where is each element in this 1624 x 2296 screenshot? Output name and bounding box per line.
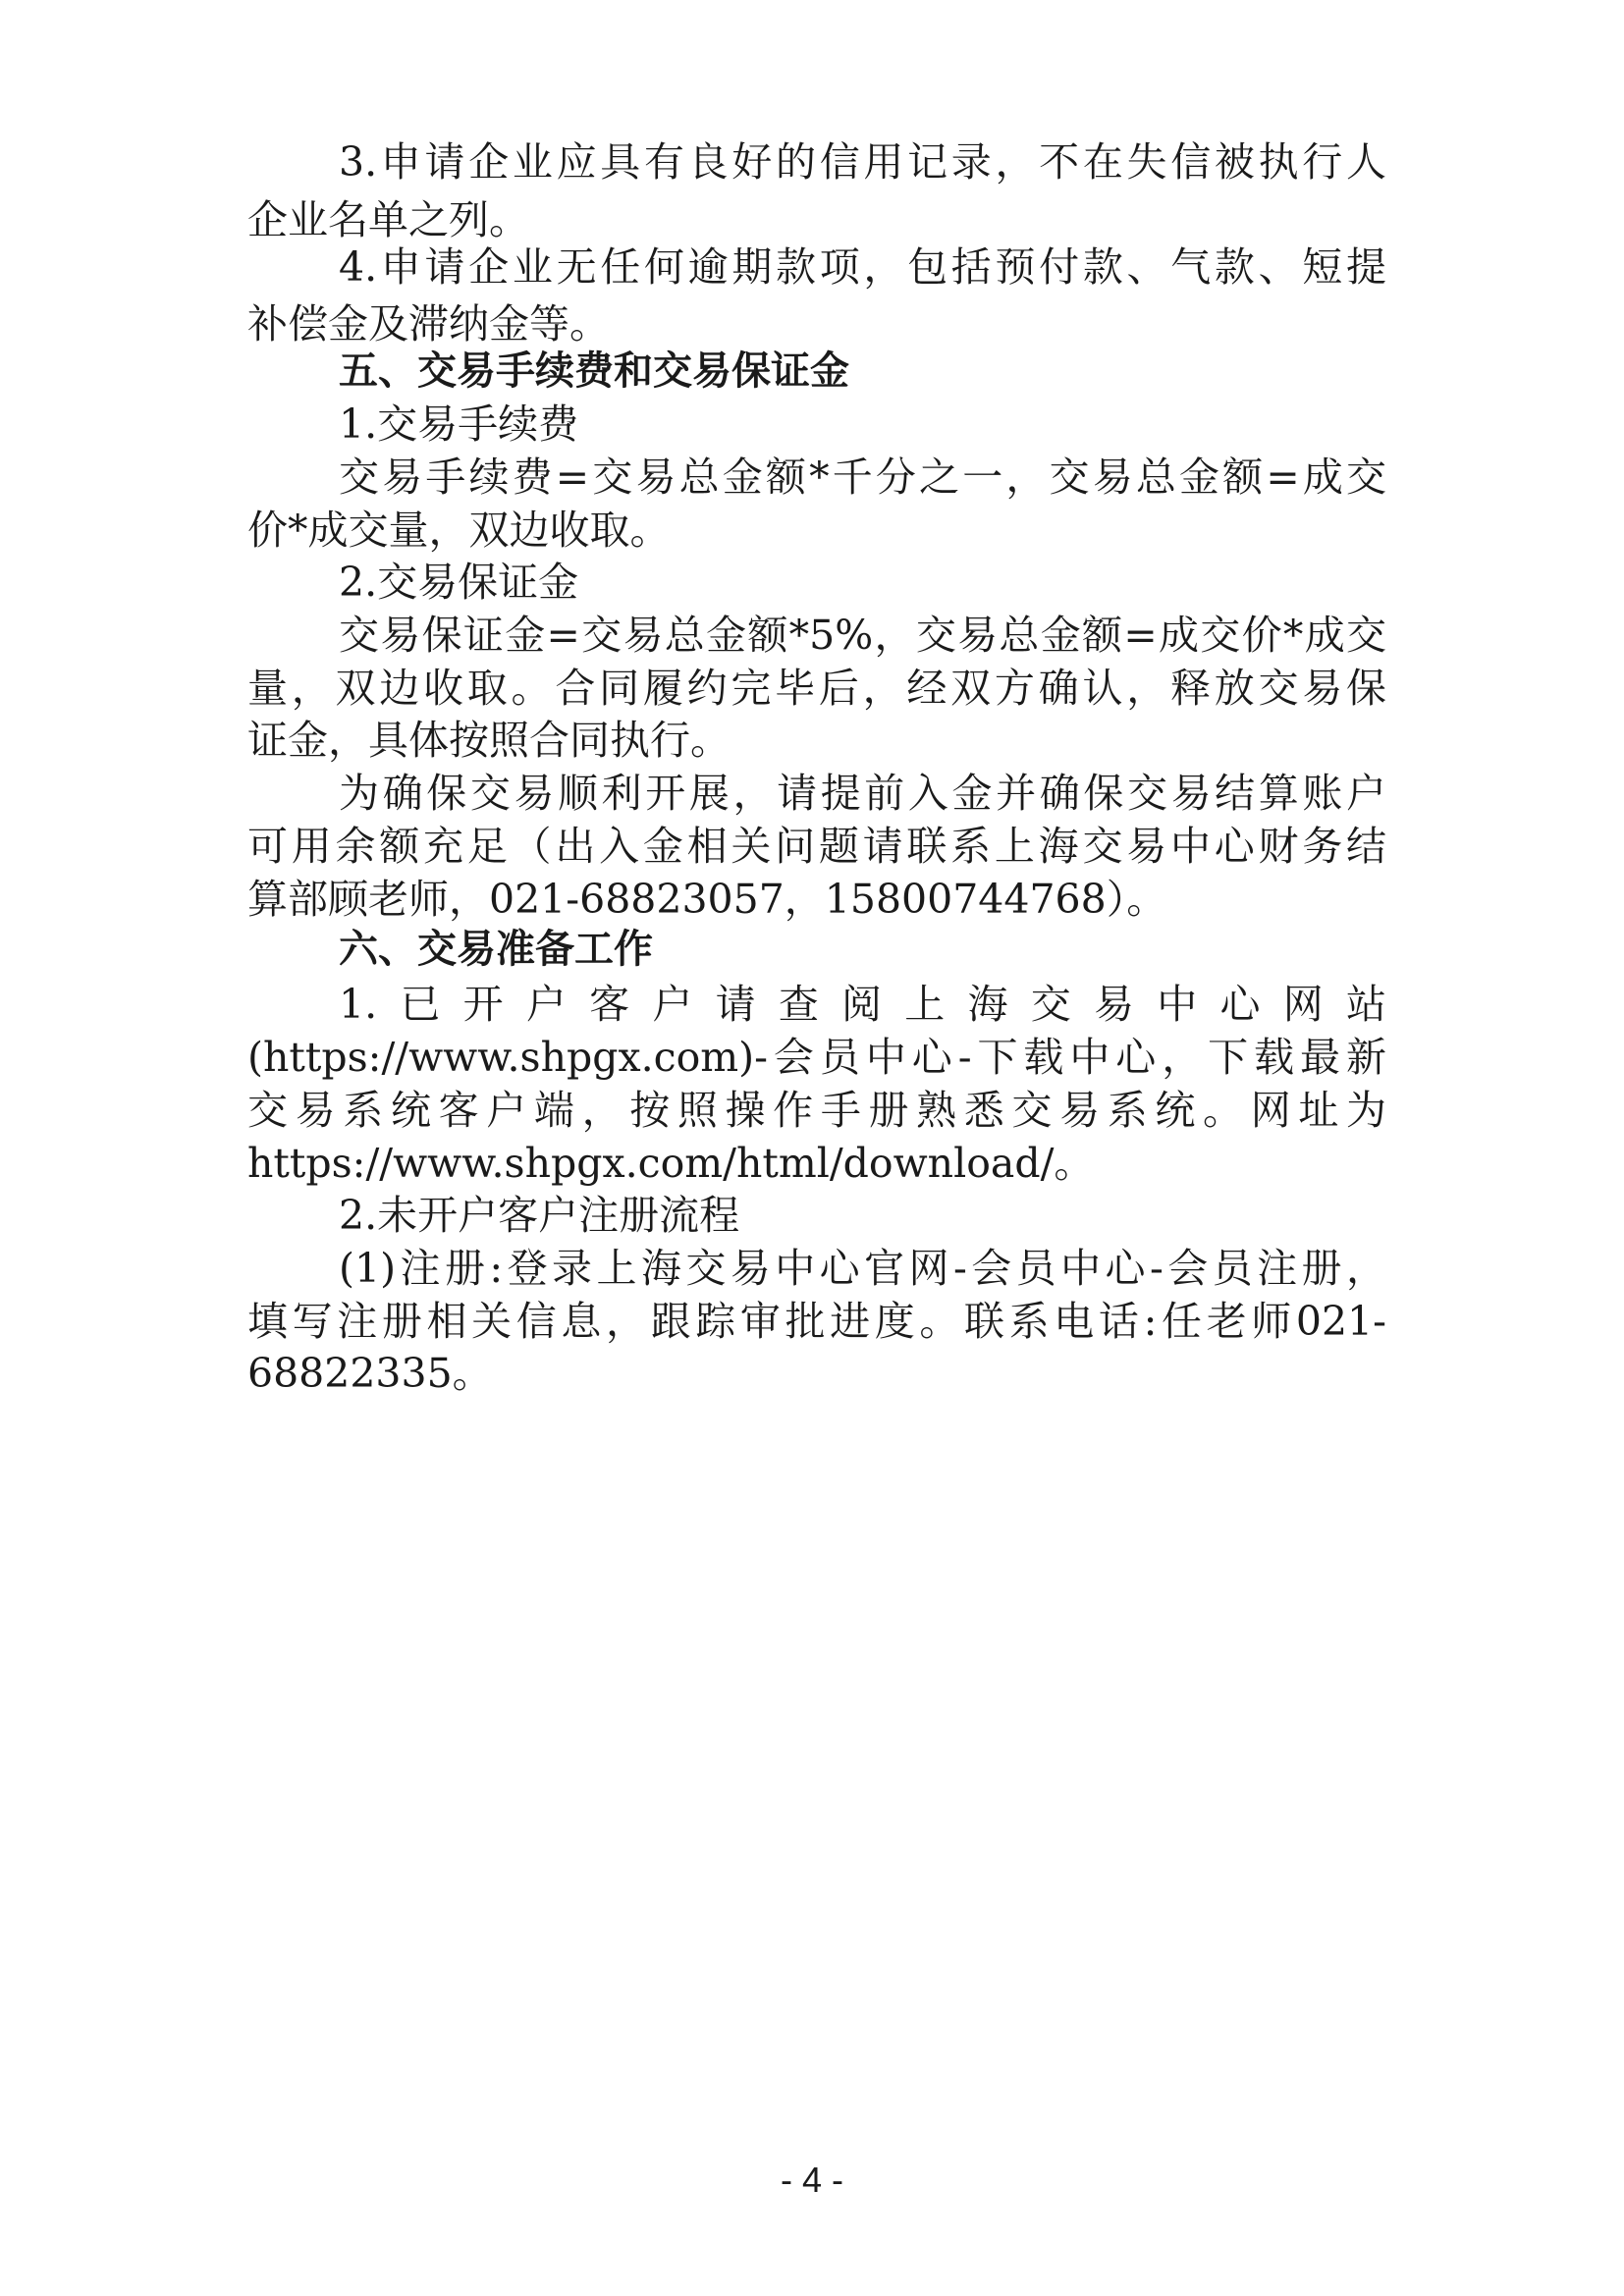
page-number: - 4 - — [780, 2160, 843, 2200]
prep-1-line-4-url: https://www.shpgx.com/html/download/。 — [247, 1140, 1095, 1187]
subsection-title-fee: 1.交易手续费 — [339, 400, 579, 448]
prep-1-line-2: (https://www.shpgx.com)-会员中心-下载中心，下载最新 — [247, 1034, 1386, 1081]
margin-body-line-2: 量，双边收取。合同履约完毕后，经双方确认，释放交易保 — [247, 665, 1386, 712]
prep-1-line-1: 1.已开户客户请查阅上海交易中心网站 — [339, 981, 1386, 1028]
margin-body-line-3: 证金，具体按照合同执行。 — [247, 717, 731, 764]
paragraph-4-line-2: 补偿金及滞纳金等。 — [247, 300, 610, 347]
paragraph-4-line-1: 4.申请企业无任何逾期款项，包括预付款、气款、短提 — [339, 243, 1386, 291]
prep-2-1-line-2: 填写注册相关信息，跟踪审批进度。联系电话:任老师021- — [247, 1298, 1386, 1345]
note-line-2: 可用余额充足（出入金相关问题请联系上海交易中心财务结 — [247, 823, 1386, 870]
paragraph-3-line-2: 企业名单之列。 — [247, 196, 529, 243]
fee-body-line-2: 价*成交量，双边收取。 — [247, 507, 671, 554]
subsection-title-margin: 2.交易保证金 — [339, 559, 579, 606]
fee-body-line-1: 交易手续费=交易总金额*千分之一，交易总金额=成交 — [339, 454, 1386, 501]
section-heading-trade-prep: 六、交易准备工作 — [339, 927, 653, 972]
note-line-3: 算部顾老师，021-68823057，15800744768）。 — [247, 876, 1167, 923]
section-heading-fee-margin: 五、交易手续费和交易保证金 — [339, 348, 849, 394]
prep-1-line-3: 交易系统客户端，按照操作手册熟悉交易系统。网址为 — [247, 1087, 1386, 1134]
prep-2-1-line-3: 68822335。 — [247, 1350, 493, 1397]
prep-2-title: 2.未开户客户注册流程 — [339, 1192, 740, 1239]
margin-body-line-1: 交易保证金=交易总金额*5%，交易总金额=成交价*成交 — [339, 612, 1386, 659]
note-line-1: 为确保交易顺利开展，请提前入金并确保交易结算账户 — [339, 770, 1386, 817]
prep-2-1-line-1: (1)注册:登录上海交易中心官网-会员中心-会员注册， — [339, 1245, 1386, 1292]
paragraph-3-line-1: 3.申请企业应具有良好的信用记录，不在失信被执行人 — [339, 138, 1386, 186]
